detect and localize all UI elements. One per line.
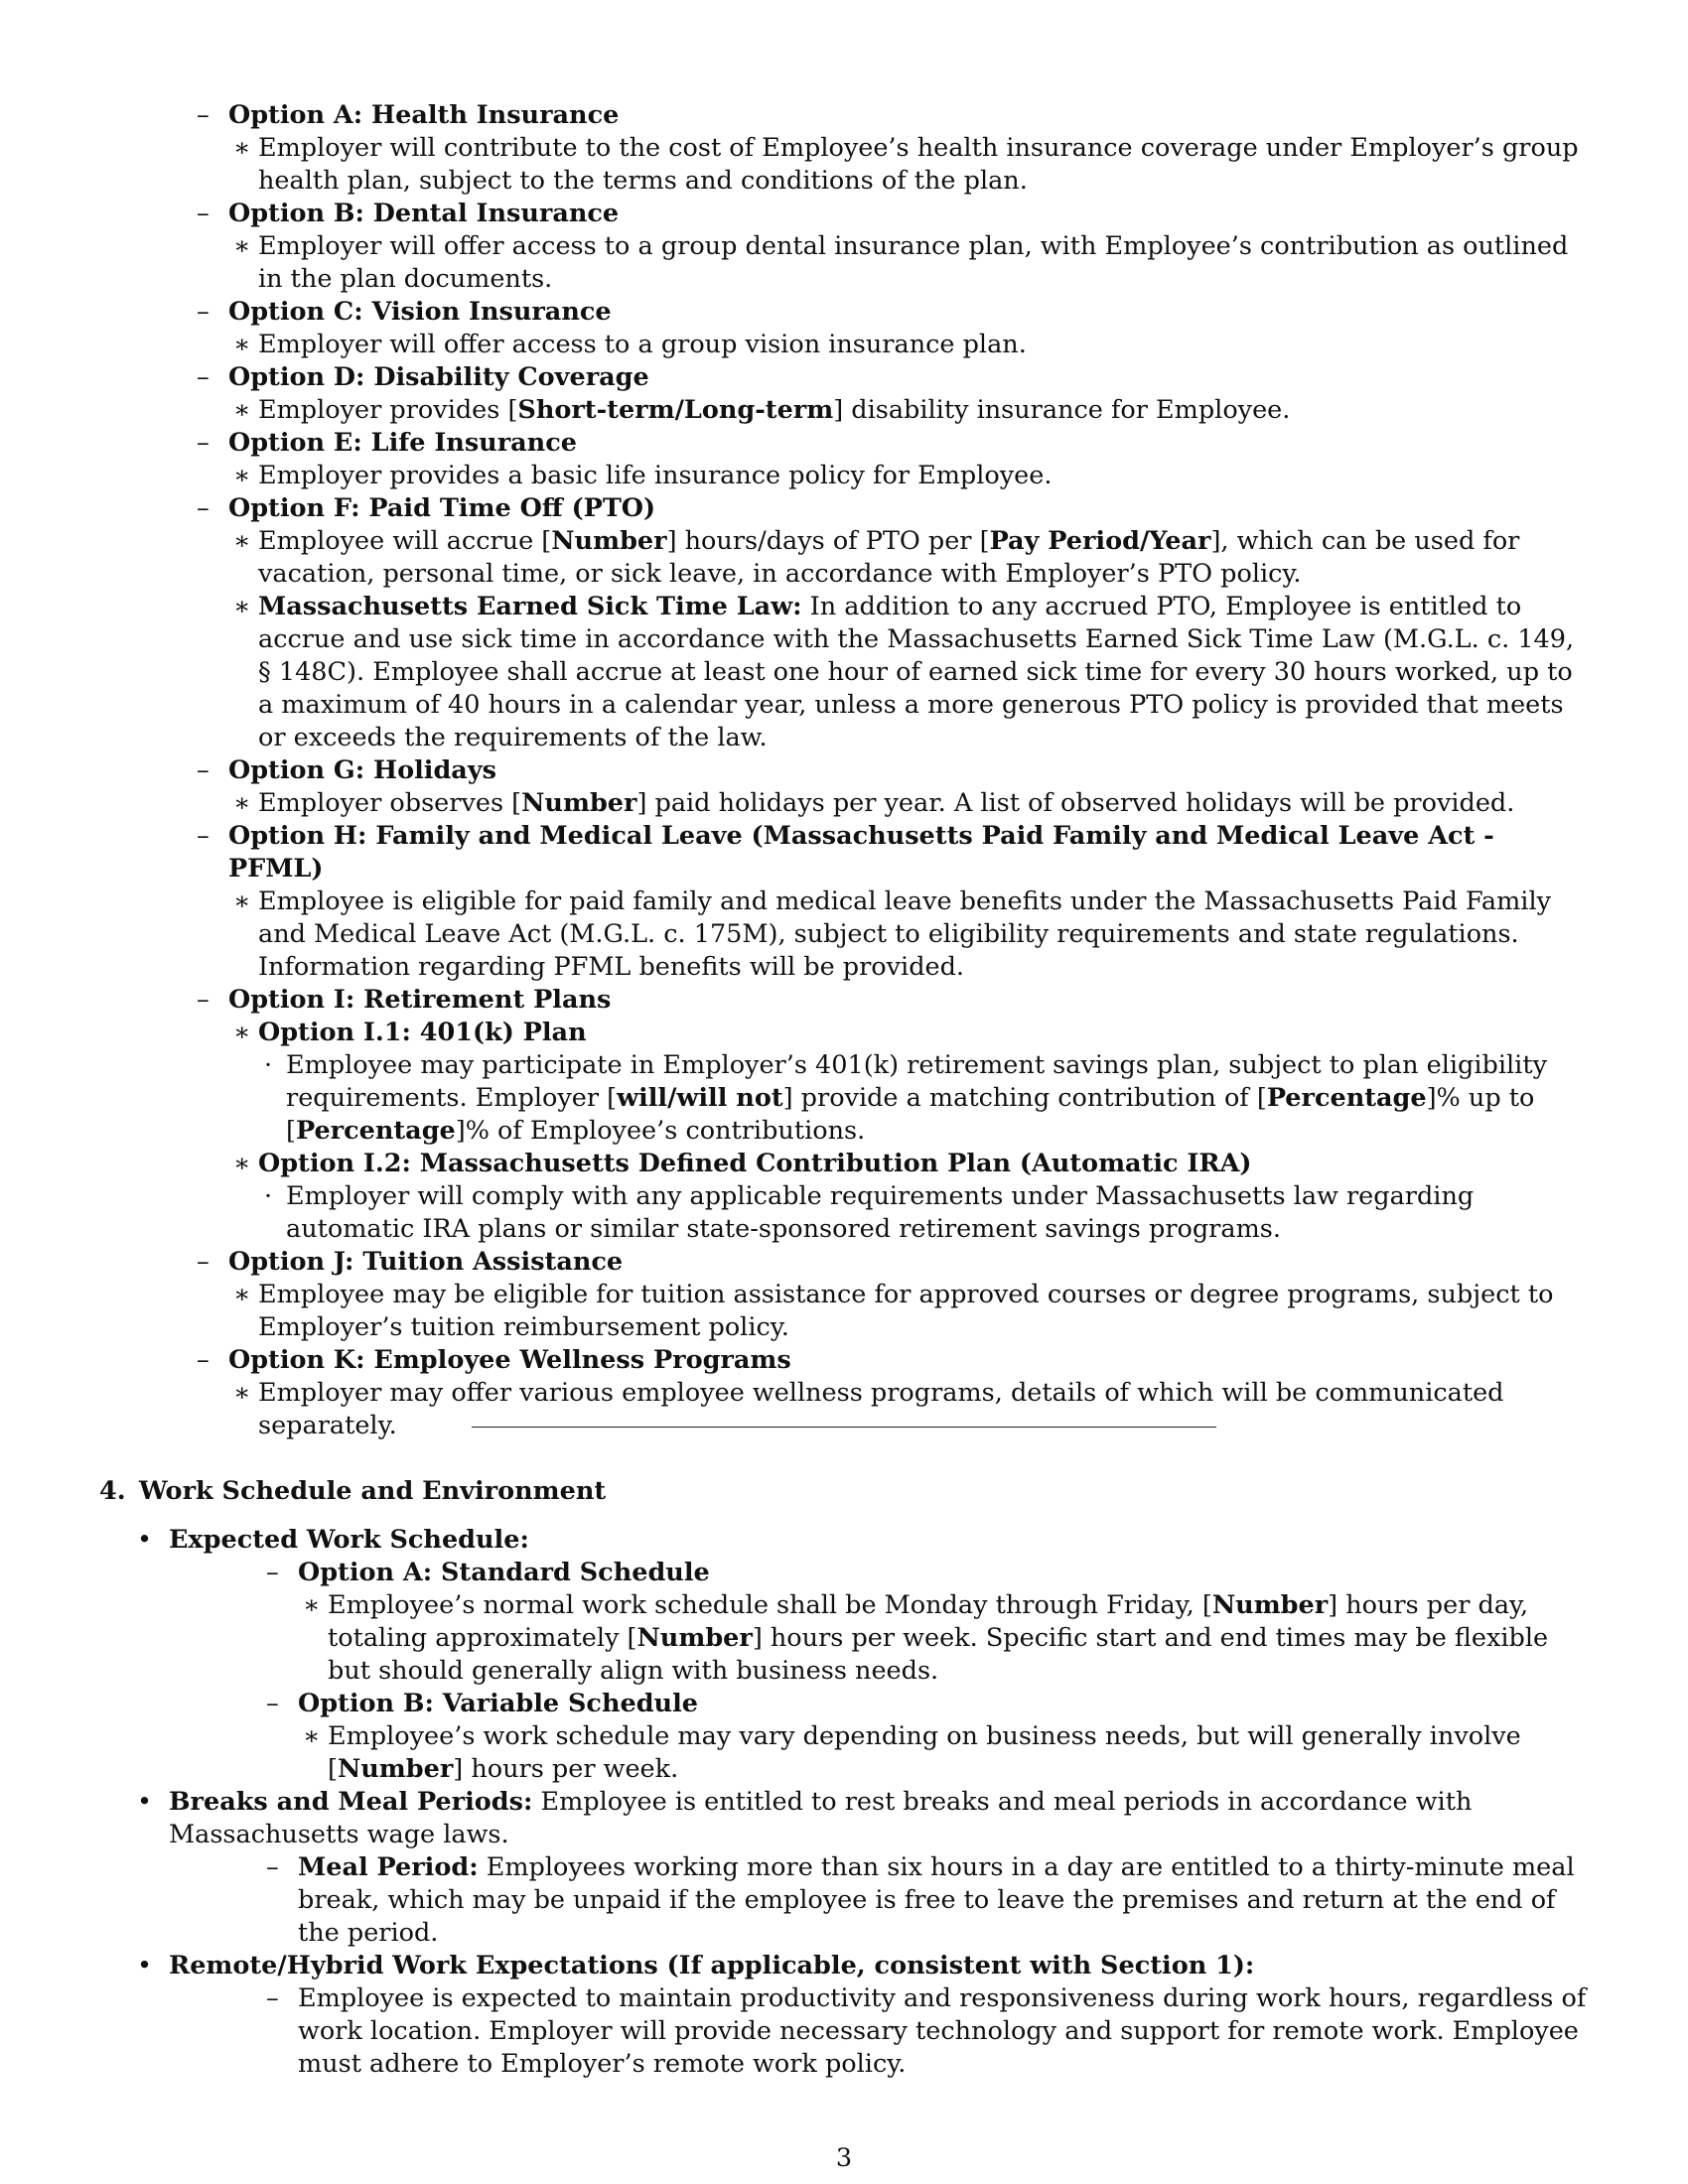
item-text <box>258 788 1514 818</box>
list-item <box>99 1246 1589 1344</box>
l2-list <box>99 99 1589 1442</box>
item-text <box>228 199 619 228</box>
list-item <box>99 820 1589 984</box>
list-item <box>99 1786 1589 1950</box>
item-text <box>298 1558 710 1587</box>
text-run: Employer will comply with any applicable requirements under Massachusetts law regarding automatic IRA plans or similar state-sponsored retirement savings programs. <box>286 1181 1475 1244</box>
item-text <box>258 330 1027 359</box>
bullet-marker: ∗ <box>233 1378 251 1408</box>
option-heading: Option F: Paid Time Off (PTO) <box>228 493 656 523</box>
text-run: Employee may participate in Employer’s 401(k) retirement savings plan, subject to plan eligibility requirements. Employer [ <box>286 1050 1547 1113</box>
benefits-options-list <box>99 99 1589 1442</box>
l3-list <box>228 132 1589 198</box>
l3-list <box>228 1279 1589 1344</box>
l2-list <box>169 1557 1589 1786</box>
bullet-marker: ∗ <box>303 1721 321 1751</box>
l3-list <box>228 787 1589 820</box>
l2-list <box>169 1982 1589 2081</box>
text-run: Employer observes [ <box>258 788 522 818</box>
text-run: ] disability insurance for Employee. <box>833 395 1291 425</box>
item-text <box>169 1951 1254 1980</box>
list-item <box>228 132 1589 198</box>
list-item <box>99 1524 1589 1786</box>
item-text <box>258 1018 587 1047</box>
text-run: ] provide a matching contribution of [ <box>782 1083 1267 1113</box>
bold-text: Pay Period/Year <box>989 526 1211 556</box>
list-item <box>99 1344 1589 1442</box>
list-item <box>228 1148 1589 1246</box>
l3-list <box>228 230 1589 296</box>
item-text <box>169 1525 529 1555</box>
bullet-marker: – <box>266 1558 279 1587</box>
list-item <box>228 329 1589 361</box>
text-run: ] paid holidays per year. A list of observed holidays will be provided. <box>636 788 1515 818</box>
bold-text: Number <box>636 1623 753 1653</box>
l2-list <box>169 1851 1589 1950</box>
list-item <box>228 394 1589 427</box>
bullet-marker: ∗ <box>233 1280 251 1309</box>
text-run: Employee will accrue [ <box>258 526 552 556</box>
bullet-marker: – <box>197 428 210 458</box>
list-item <box>298 1589 1589 1688</box>
bullet-marker: ∗ <box>233 526 251 556</box>
item-text <box>228 493 655 523</box>
l3-list <box>228 394 1589 427</box>
bold-text: Number <box>521 788 637 818</box>
bullet-marker: • <box>137 1951 153 1980</box>
option-heading: Option K: Employee Wellness Programs <box>228 1345 791 1375</box>
l3-list <box>298 1720 1589 1786</box>
bullet-marker: – <box>197 362 210 392</box>
item-text <box>228 821 1494 884</box>
bold-text: Option B: Variable Schedule <box>298 1689 698 1718</box>
list-item <box>228 525 1589 591</box>
bold-text: Breaks and Meal Periods: <box>169 1787 533 1817</box>
bullet-marker: ∗ <box>233 887 251 916</box>
list-item <box>169 1851 1589 1950</box>
list-item <box>169 1982 1589 2081</box>
text-run: Employer provides a basic life insurance policy for Employee. <box>258 461 1053 490</box>
item-text <box>258 1378 1504 1440</box>
list-item <box>99 1950 1589 2081</box>
item-text <box>228 755 496 785</box>
bullet-marker: – <box>197 1345 210 1375</box>
list-item <box>99 427 1589 492</box>
bullet-marker: – <box>197 199 210 228</box>
list-item <box>228 1279 1589 1344</box>
section-heading <box>99 1475 606 1508</box>
item-text <box>228 297 612 327</box>
text-run: Employer will offer access to a group dental insurance plan, with Employee’s contribution as outlined in the plan documents. <box>258 231 1569 294</box>
list-item <box>228 1377 1589 1442</box>
option-heading: Option B: Dental Insurance <box>228 199 620 228</box>
bold-text: Option I.2: Massachusetts Defined Contribution Plan (Automatic IRA) <box>258 1149 1252 1178</box>
bold-text: Option A: Standard Schedule <box>298 1558 710 1587</box>
text-run: ] hours per week. Specific start and end times may be flexible but should generally align with business needs. <box>328 1623 1549 1686</box>
bold-text: Percentage <box>1266 1083 1427 1113</box>
list-item <box>99 492 1589 754</box>
list-item <box>99 99 1589 198</box>
item-text <box>169 1787 1472 1849</box>
text-run: ] hours per day, totaling approximately [ <box>328 1590 1529 1653</box>
item-text <box>228 1247 623 1277</box>
section-number: 4. <box>99 1476 126 1506</box>
l3-list <box>228 1377 1589 1442</box>
option-heading: Option H: Family and Medical Leave (Massachusetts Paid Family and Medical Leave Act - PFML) <box>228 821 1494 884</box>
bullet-marker: ∗ <box>233 231 251 261</box>
bold-text: Remote/Hybrid Work Expectations (If applicable, consistent with Section 1): <box>169 1951 1255 1980</box>
item-text <box>228 100 619 130</box>
l3-list <box>228 525 1589 754</box>
bullet-marker: ∗ <box>233 330 251 359</box>
item-text <box>286 1050 1547 1146</box>
item-text <box>328 1590 1548 1686</box>
item-text <box>258 592 1574 752</box>
bold-text: Number <box>1211 1590 1329 1620</box>
text-run: Employer will offer access to a group vision insurance plan. <box>258 330 1027 359</box>
l3-list <box>228 460 1589 492</box>
bullet-marker: ∗ <box>233 788 251 818</box>
bullet-marker: · <box>264 1181 273 1211</box>
list-item <box>258 1049 1589 1148</box>
option-heading: Option A: Health Insurance <box>228 100 620 130</box>
list-item <box>99 754 1589 820</box>
option-heading: Option E: Life Insurance <box>228 428 577 458</box>
text-run: Employees working more than six hours in a day are entitled to a thirty-minute meal break, which may be unpaid if the employee is free to leave the premises and return at the end of the period. <box>298 1852 1575 1948</box>
text-run: Employer may offer various employee wellness programs, details of which will be communicated separately. <box>258 1378 1504 1440</box>
option-heading: Option G: Holidays <box>228 755 497 785</box>
bullet-marker: • <box>137 1787 153 1817</box>
item-text <box>258 1149 1251 1178</box>
bold-text: Number <box>337 1754 454 1784</box>
bold-text: Short-term/Long-term <box>517 395 834 425</box>
list-item <box>99 198 1589 296</box>
text-run: ]% up to [ <box>286 1083 1535 1146</box>
list-item <box>169 1688 1589 1786</box>
list-item <box>228 460 1589 492</box>
item-text <box>228 428 577 458</box>
text-run: Employee is eligible for paid family and medical leave benefits under the Massachusetts Paid Family and Medical Leave Act (M.G.L. c. 175M), subject to eligibility requirements and state regulations. Information regarding PFML benefits will be provided. <box>258 887 1552 982</box>
text-run: Employer will contribute to the cost of Employee’s health insurance coverage under Employer’s group health plan, subject to the terms and conditions of the plan. <box>258 133 1579 196</box>
bullet-marker: ∗ <box>233 461 251 490</box>
bullet-marker: ∗ <box>233 592 251 621</box>
item-text <box>258 461 1052 490</box>
bold-text: Expected Work Schedule: <box>169 1525 529 1555</box>
text-run: ] hours/days of PTO per [ <box>666 526 990 556</box>
bold-text: Number <box>551 526 667 556</box>
item-text <box>298 1689 698 1718</box>
l3-list <box>298 1589 1589 1688</box>
text-run: ], which can be used for vacation, personal time, or sick leave, in accordance with Employer’s PTO policy. <box>258 526 1520 589</box>
bold-text: Option I.1: 401(k) Plan <box>258 1018 587 1047</box>
horizontal-rule <box>472 1427 1216 1428</box>
text-run: In addition to any accrued PTO, Employee is entitled to accrue and use sick time in accordance with the Massachusetts Earned Sick Time Law (M.G.L. c. 149, § 148C). Employee shall accrue at least one hour of earned sick time for every 30 hours worked, up to a maximum of 40 hours in a calendar year, unless a more generous PTO policy is provided that meets or exceeds the requirements of the law. <box>258 592 1575 752</box>
l3-list <box>228 1017 1589 1246</box>
list-item <box>228 591 1589 754</box>
l3-list <box>228 329 1589 361</box>
bullet-marker: – <box>197 755 210 785</box>
bold-text: will/will not <box>617 1083 783 1113</box>
text-run: Employer provides [ <box>258 395 518 425</box>
text-run: Employee’s normal work schedule shall be Monday through Friday, [ <box>328 1590 1212 1620</box>
bold-text: Meal Period: <box>298 1852 479 1882</box>
bullet-marker: ∗ <box>303 1590 321 1620</box>
list-item <box>228 886 1589 984</box>
option-heading: Option C: Vision Insurance <box>228 297 612 327</box>
item-text <box>258 1280 1553 1342</box>
bullet-marker: – <box>197 821 210 851</box>
item-text <box>258 395 1290 425</box>
list-item <box>228 230 1589 296</box>
bold-text: Massachusetts Earned Sick Time Law: <box>258 592 802 621</box>
option-heading: Option I: Retirement Plans <box>228 985 612 1015</box>
item-text <box>286 1181 1474 1244</box>
list-item <box>228 787 1589 820</box>
item-text <box>258 231 1568 294</box>
bullet-marker: • <box>137 1525 153 1555</box>
bullet-marker: ∗ <box>233 133 251 163</box>
bullet-marker: – <box>266 1983 279 2013</box>
bullet-marker: – <box>266 1689 279 1718</box>
list-item <box>99 296 1589 361</box>
bullet-marker: – <box>197 985 210 1015</box>
page-number: 3 <box>835 2143 853 2173</box>
item-text <box>228 362 649 392</box>
item-text <box>258 526 1519 589</box>
item-text <box>298 1852 1575 1948</box>
text-run: ] hours per week. <box>453 1754 679 1784</box>
bullet-marker: – <box>266 1852 279 1882</box>
item-text <box>228 985 611 1015</box>
l1-list <box>99 1524 1589 2081</box>
text-run: Employee may be eligible for tuition assistance for approved courses or degree programs, subject to Employer’s tuition reimbursement policy. <box>258 1280 1554 1342</box>
option-heading: Option J: Tuition Assistance <box>228 1247 624 1277</box>
bullet-marker: – <box>197 297 210 327</box>
bullet-marker: ∗ <box>233 395 251 425</box>
item-text <box>328 1721 1521 1784</box>
bullet-marker: – <box>197 1247 210 1277</box>
list-item <box>99 361 1589 427</box>
bullet-marker: ∗ <box>233 1149 251 1178</box>
list-item <box>169 1557 1589 1688</box>
text-run: Employee is entitled to rest breaks and meal periods in accordance with Massachusetts wage laws. <box>169 1787 1473 1849</box>
option-heading: Option D: Disability Coverage <box>228 362 649 392</box>
section-4-list <box>99 1524 1589 2081</box>
list-item <box>99 984 1589 1246</box>
bullet-marker: – <box>197 493 210 523</box>
bold-text: Percentage <box>295 1116 456 1146</box>
item-text <box>228 1345 791 1375</box>
text-run: Employee’s work schedule may vary depending on business needs, but will generally involve [ <box>328 1721 1521 1784</box>
item-text <box>258 887 1551 982</box>
section-title: Work Schedule and Environment <box>139 1476 607 1506</box>
bullet-marker: ∗ <box>233 1018 251 1047</box>
list-item <box>298 1720 1589 1786</box>
l3-list <box>228 886 1589 984</box>
list-item <box>228 1017 1589 1148</box>
text-run: Employee is expected to maintain productivity and responsiveness during work hours, regardless of work location. Employer will provide necessary technology and support for remote work. Employee must adhere to Employer’s remote work policy. <box>298 1983 1587 2079</box>
item-text <box>258 133 1579 196</box>
l4-list <box>258 1049 1589 1148</box>
bullet-marker: · <box>264 1050 273 1080</box>
item-text <box>298 1983 1586 2079</box>
bullet-marker: – <box>197 100 210 130</box>
list-item <box>258 1180 1589 1246</box>
l4-list <box>258 1180 1589 1246</box>
text-run: ]% of Employee’s contributions. <box>455 1116 866 1146</box>
